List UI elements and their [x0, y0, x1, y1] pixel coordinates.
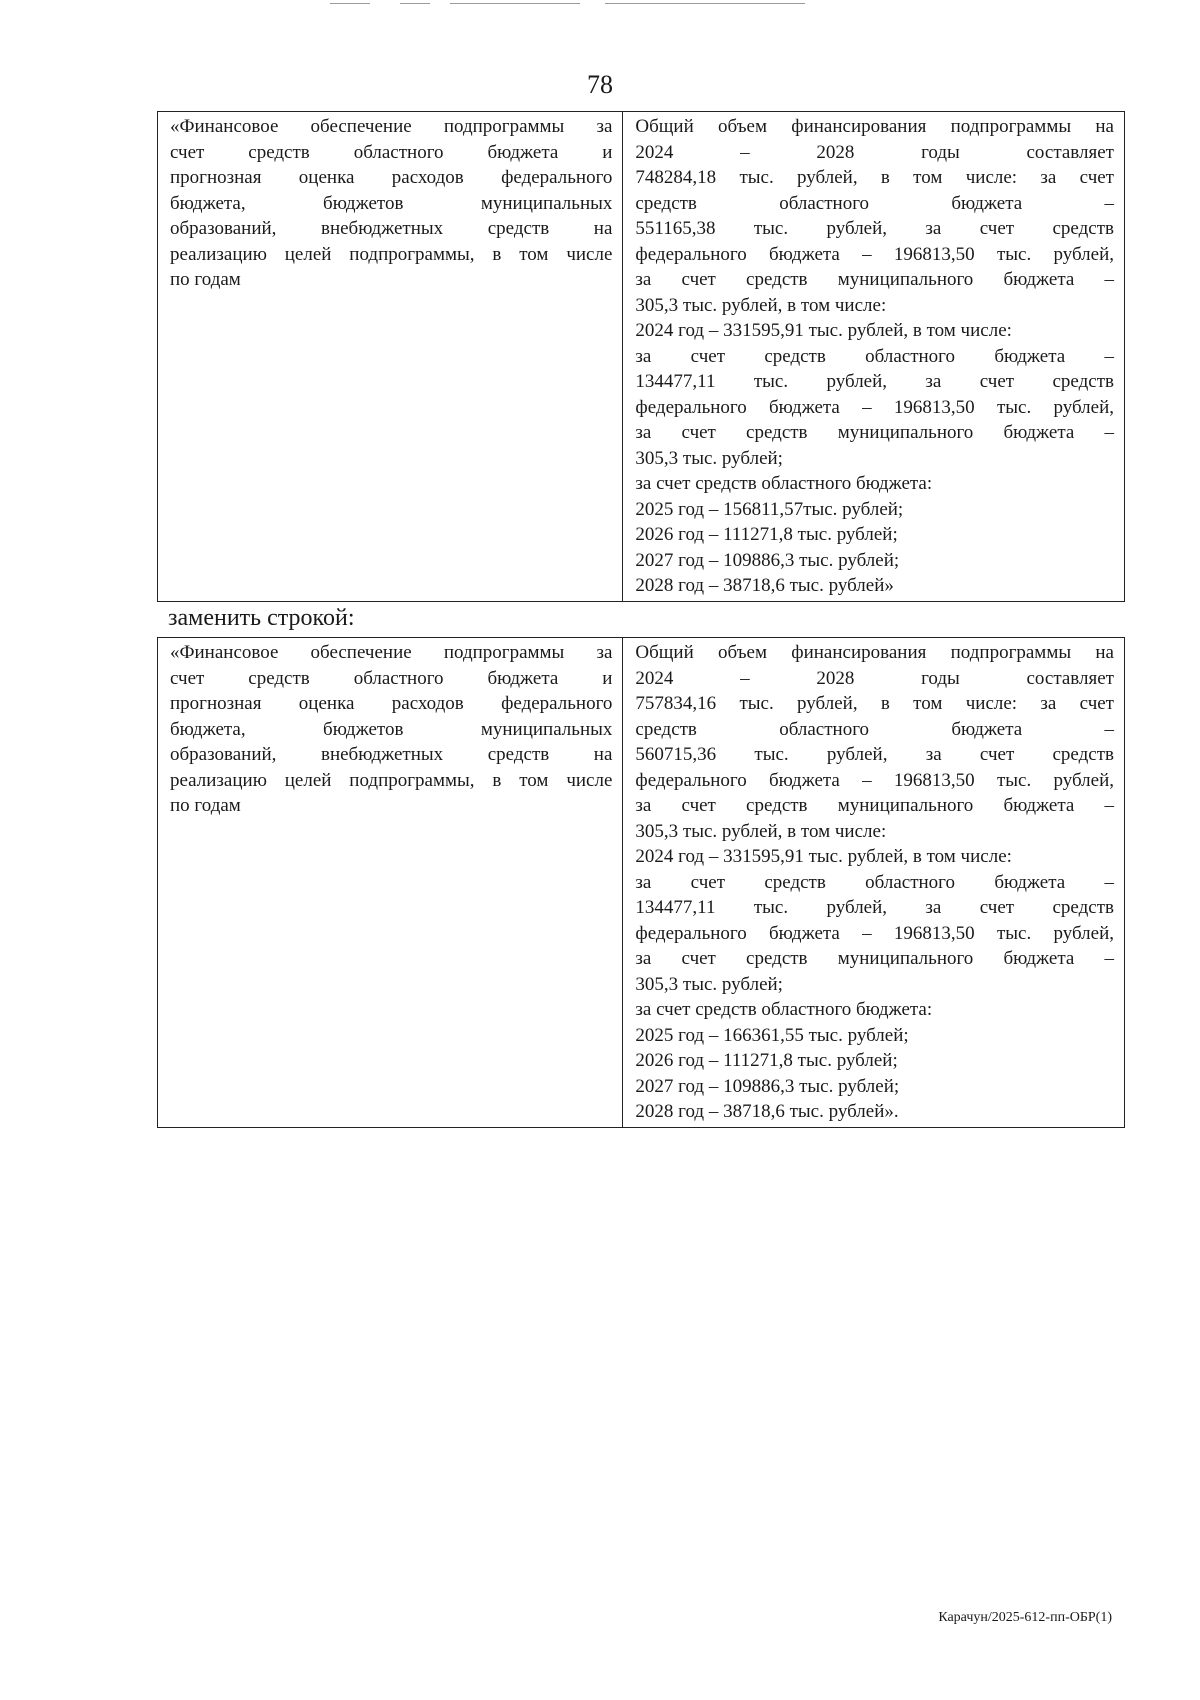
- text-line: за счет средств муниципального бюджета –: [635, 422, 1114, 443]
- text-line: 551165,38 тыс. рублей, за счет средств: [635, 218, 1114, 239]
- scan-artifact-line: [400, 3, 430, 4]
- text-line: 2024 год – 331595,91 тыс. рублей, в том числе:: [635, 846, 1012, 867]
- text-line: федерального бюджета – 196813,50 тыс. рублей,: [635, 769, 1114, 791]
- text-line: образований, внебюджетных средств на: [170, 744, 613, 765]
- text-line: федерального бюджета – 196813,50 тыс. рублей,: [635, 396, 1114, 418]
- new-row-table: [157, 637, 1125, 1128]
- replace-label: заменить строкой:: [168, 605, 355, 631]
- text-line: Общий объем финансирования подпрограммы на: [635, 642, 1114, 663]
- old-right-cell: [623, 112, 1125, 602]
- text-line: 2024 – 2028 годы составляет: [635, 667, 1114, 689]
- text-line: прогнозная оценка расходов федерального: [170, 167, 613, 188]
- text-line: 305,3 тыс. рублей, в том числе:: [635, 820, 887, 842]
- text-line: 2025 год – 166361,55 тыс. рублей;: [635, 1024, 909, 1046]
- text-line: 2028 год – 38718,6 тыс. рублей»: [635, 575, 894, 596]
- text-line: «Финансовое обеспечение подпрограммы за: [170, 642, 613, 663]
- text-line: прогнозная оценка расходов федерального: [170, 693, 613, 714]
- text-line: образований, внебюджетных средств на: [170, 218, 613, 239]
- text-line: 305,3 тыс. рублей;: [635, 973, 783, 995]
- text-line: за счет средств областного бюджета:: [635, 999, 933, 1020]
- text-line: федерального бюджета – 196813,50 тыс. рублей,: [635, 922, 1114, 944]
- text-line: 560715,36 тыс. рублей, за счет средств: [635, 744, 1114, 765]
- text-line: 305,3 тыс. рублей;: [635, 447, 783, 469]
- text-line: 2026 год – 111271,8 тыс. рублей;: [635, 524, 898, 545]
- text-line: средств областного бюджета –: [635, 718, 1114, 740]
- document-code: Карачун/2025-612-пп-ОБР(1): [938, 1610, 1112, 1625]
- text-line: 2025 год – 156811,57тыс. рублей;: [635, 498, 904, 520]
- text-line: счет средств областного бюджета и: [170, 667, 613, 689]
- table-row: [158, 638, 1125, 1128]
- scan-artifact-line: [330, 3, 370, 4]
- text-line: 305,3 тыс. рублей, в том числе:: [635, 294, 887, 316]
- text-line: за счет средств муниципального бюджета –: [635, 948, 1114, 969]
- text-line: 134477,11 тыс. рублей, за счет средств: [635, 897, 1114, 918]
- scan-artifact-line: [605, 3, 805, 4]
- text-line: реализацию целей подпрограммы, в том числе: [170, 243, 613, 265]
- text-line: 2026 год – 111271,8 тыс. рублей;: [635, 1050, 898, 1071]
- old-left-cell: [158, 112, 623, 602]
- text-line: бюджета, бюджетов муниципальных: [170, 718, 613, 740]
- text-line: федерального бюджета – 196813,50 тыс. рублей,: [635, 243, 1114, 265]
- text-line: по годам: [170, 795, 241, 816]
- text-line: счет средств областного бюджета и: [170, 141, 613, 163]
- text-line: «Финансовое обеспечение подпрограммы за: [170, 116, 613, 137]
- text-line: за счет средств областного бюджета –: [635, 345, 1114, 367]
- text-line: 757834,16 тыс. рублей, в том числе: за счет: [635, 693, 1114, 714]
- text-line: 2024 – 2028 годы составляет: [635, 141, 1114, 163]
- new-left-cell: [158, 638, 623, 1128]
- text-line: по годам: [170, 269, 241, 290]
- text-line: 134477,11 тыс. рублей, за счет средств: [635, 371, 1114, 392]
- table-row: [158, 112, 1125, 602]
- text-line: реализацию целей подпрограммы, в том числе: [170, 769, 613, 791]
- text-line: 2027 год – 109886,3 тыс. рублей;: [635, 549, 900, 571]
- text-line: Общий объем финансирования подпрограммы на: [635, 116, 1114, 137]
- text-line: 748284,18 тыс. рублей, в том числе: за счет: [635, 167, 1114, 188]
- text-line: за счет средств областного бюджета:: [635, 473, 933, 494]
- text-line: 2028 год – 38718,6 тыс. рублей».: [635, 1101, 899, 1122]
- new-right-cell: [623, 638, 1125, 1128]
- text-line: 2027 год – 109886,3 тыс. рублей;: [635, 1075, 900, 1097]
- old-row-table: [157, 111, 1125, 602]
- scan-artifact-line: [450, 3, 580, 4]
- text-line: 2024 год – 331595,91 тыс. рублей, в том числе:: [635, 320, 1012, 341]
- text-line: за счет средств областного бюджета –: [635, 871, 1114, 893]
- text-line: средств областного бюджета –: [635, 192, 1114, 214]
- text-line: бюджета, бюджетов муниципальных: [170, 192, 613, 214]
- page-number: 78: [587, 70, 613, 99]
- text-line: за счет средств муниципального бюджета –: [635, 795, 1114, 816]
- text-line: за счет средств муниципального бюджета –: [635, 269, 1114, 290]
